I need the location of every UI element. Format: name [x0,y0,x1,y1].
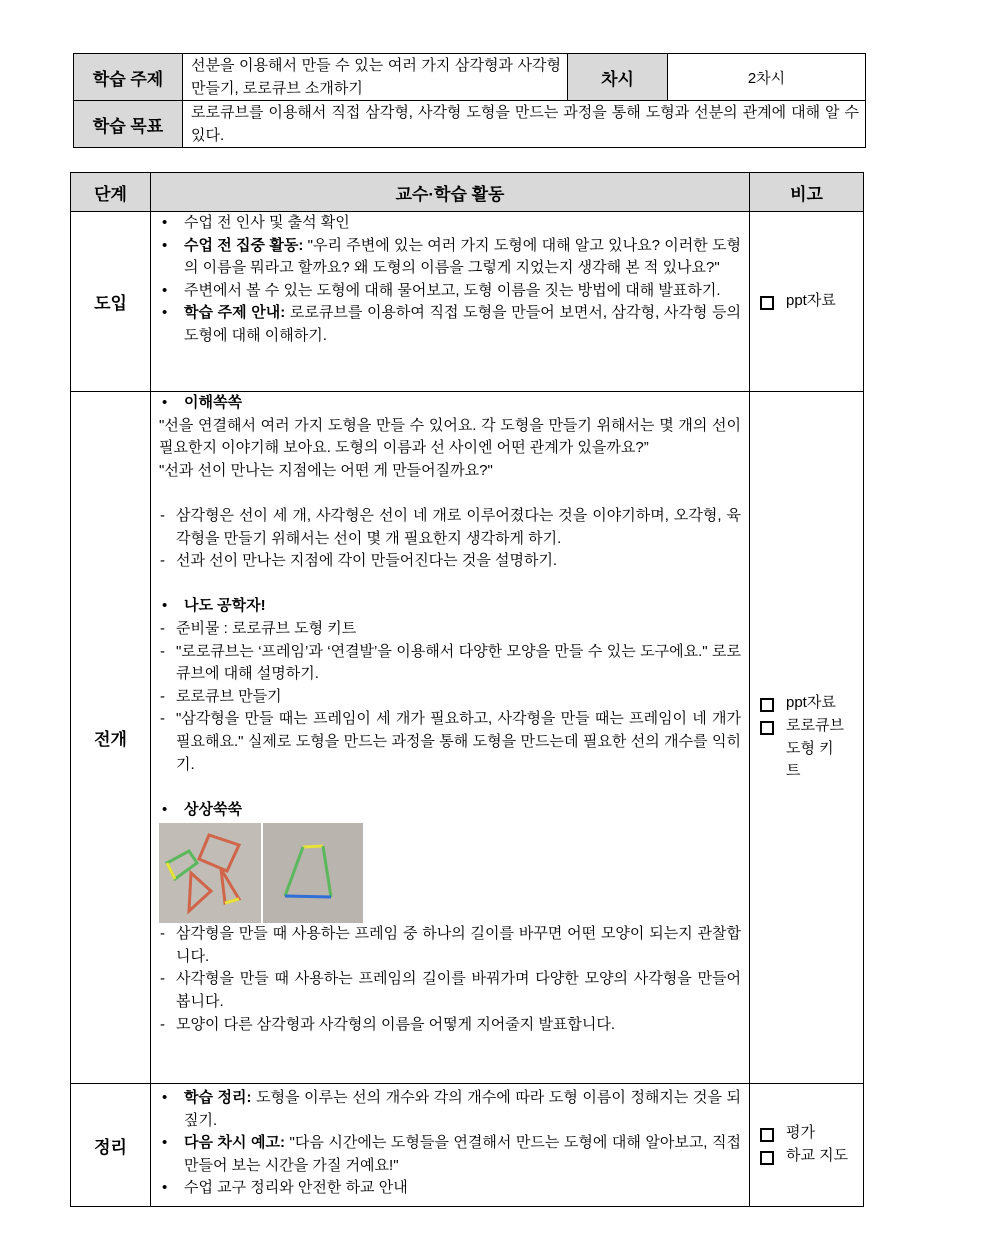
list-item: - 로로큐브 만들기 [159,686,741,709]
list-item: - 선과 선이 만나는 지점에 각이 만들어진다는 것을 설명하기. [159,550,741,573]
list-item: - "삼각형을 만들 때는 프레임이 세 개가 필요하고, 사각형을 만들 때는 프레임이 네 개가 필요해요." 실제로 도형을 만드는 과정을 통해 도형을 만드는데 필요한 선의 개수를 익히기. [159,708,741,776]
list-item [159,1087,741,1132]
question: "선을 연결해서 여러 가지 도형을 만들 수 있어요. 각 도형을 만들기 위해서는 몇 개의 선이 필요한지 이야기해 보아요. 도형의 이름과 선 사이엔 어떤 관계가 있을까요?” [159,416,741,457]
session-label: 차시 [568,54,668,101]
checkbox-icon [760,721,774,735]
develop-notes [750,392,864,1084]
item-text: 도형을 이루는 선의 개수와 각의 개수에 따라 도형 이름이 정해지는 것을 되짚기. [184,1089,742,1129]
list-item: - 삼각형을 만들 때 사용하는 프레임 중 하나의 길이를 바꾸면 어떤 모양이 되는지 관찰합니다. [159,923,741,968]
checkbox-icon [760,1151,774,1165]
list-item [159,1132,741,1177]
note-item: 하교 지도 [786,1147,849,1164]
list-item: - "로로큐브는 ‘프레임’과 ‘연결발’을 이용해서 다양한 모양을 만들 수 있는 도구에요." 로로큐브에 대해 설명하기. [159,641,741,686]
section-title: • 상상쑥쑥 [159,799,741,822]
list-item: • 수업 교구 정리와 안전한 하교 안내 [159,1177,741,1200]
goal-value: 로로큐브를 이용해서 직접 삼각형, 사각형 도형을 만드는 과정을 통해 도형과 선분의 관계에 대해 알 수 있다. [183,101,866,148]
list-item: - 준비물 : 로로큐브 도형 키트 [159,618,741,641]
list-item [159,235,741,280]
wrap-notes [750,1084,864,1207]
stage-develop: 전개 [71,392,151,1084]
lesson-plan-table [70,172,864,1207]
topic-value: 선분을 이용해서 만들 수 있는 여러 가지 삼각형과 사각형 만들기, 로로큐브 소개하기 [183,54,568,101]
photos [159,823,741,923]
item-text: 로로큐브를 이용하여 직접 도형을 만들어 보면서, 삼각형, 사각형 등의 도형에 대해 이해하기. [184,304,741,344]
item-heading: 수업 전 집중 활동: [184,236,304,254]
topic-label: 학습 주제 [74,54,183,101]
wrap-activities [151,1084,750,1207]
note-item: ppt자료 [786,292,836,310]
item-heading: 다음 차시 예고: [184,1134,285,1152]
item-heading: 학습 주제 안내: [184,304,286,322]
checkbox-icon [760,1128,774,1142]
list-item: - 사각형을 만들 때 사용하는 프레임의 길이를 바꿔가며 다양한 모양의 사각형을 만들어 봅니다. [159,968,741,1013]
list-item [159,302,741,347]
checkbox-icon [760,296,774,310]
stage-wrap: 정리 [71,1084,151,1207]
item-heading: 학습 정리: [184,1089,252,1106]
item-text: "다음 시간에는 도형들을 연결해서 만드는 도형에 대해 알아보고, 직접 만들어 보는 시간을 가질 거예요!" [184,1134,741,1174]
list-item: • 주변에서 볼 수 있는 도형에 대해 물어보고, 도형 이름을 짓는 방법에 대해 발표하기. [159,280,741,303]
stage-intro: 도입 [71,212,151,392]
note-item: ppt자료 [786,694,836,712]
intro-activities [151,212,750,392]
col-activity: 교수·학습 활동 [151,173,750,212]
section-title: • 나도 공학자! [159,595,741,618]
list-item: • 수업 전 인사 및 출석 확인 [159,212,741,235]
list-item: - 삼각형은 선이 세 개, 사각형은 선이 네 개로 이루어졌다는 것을 이야기하며, 오각형, 육각형을 만들기 위해서는 선이 몇 개 필요한지 생각하게 하기. [159,505,741,550]
col-stage: 단계 [71,173,151,212]
col-note: 비고 [750,173,864,212]
question: "선과 선이 만나는 지점에는 어떤 게 만들어질까요?" [159,461,493,479]
goal-label: 학습 목표 [74,101,183,148]
note-item: 로로큐브 도형 키트 [786,716,844,780]
develop-activities [151,392,750,1084]
section-title: • 이해쏙쏙 [159,392,741,415]
photo-trapezoid [263,823,363,923]
checkbox-icon [760,698,774,712]
photo-shapes-kit [159,823,261,923]
intro-notes [750,212,864,392]
session-value: 2차시 [668,54,866,101]
lesson-info-table [73,53,866,148]
note-item: 평가 [786,1124,815,1142]
list-item: - 모양이 다른 삼각형과 사각형의 이름을 어떻게 지어줄지 발표합니다. [159,1014,741,1037]
item-text: "우리 주변에 있는 여러 가지 도형에 대해 알고 있나요? 이러한 도형의 이름을 뭐라고 할까요? 왜 도형의 이름을 그렇게 지었는지 생각해 본 적 있나요?" [184,236,741,277]
